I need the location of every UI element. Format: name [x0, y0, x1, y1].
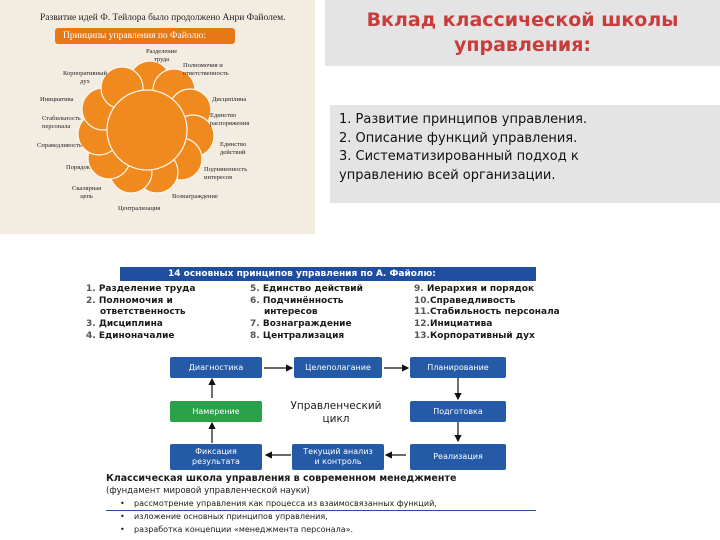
fayol-label-subordination: Подчиненность интересов [204, 166, 248, 181]
fayol-label-authority: Полномочия и ответственность [183, 62, 229, 77]
box-realization: Реализация [410, 444, 506, 470]
classic-item: • разработка концепции «менеджмента персонала». [120, 525, 354, 534]
box-preparation: Подготовка [410, 401, 506, 422]
classic-school-title: Классическая школа управления в современном менеджменте [106, 473, 457, 484]
fayol-label-unity-action: Единство действий [220, 141, 247, 156]
fayol-label-corporate: Корпоративный дух [63, 70, 107, 85]
fayol-intro-text: Развитие идей Ф. Тейлора было продолжено Анри Файолем. [40, 13, 286, 23]
principles-column-1: 1. Разделение труда 2. Полномочия и ответственность 3. Дисциплина 4. Единоначалие [86, 284, 196, 341]
box-intention: Намерение [170, 401, 262, 422]
list-item: 2. Описание функций управления. [339, 130, 578, 146]
principles-column-3: 9. Иерархия и порядок 10.Справедливость 11.Стабильность персонала 12.Инициатива 13.Корпоративный дух [414, 284, 560, 341]
list-item: управлению всей организации. [339, 167, 556, 183]
list-item: 3. Систематизированный подход к [339, 149, 579, 164]
fayol-label-initiative: Инициатива [40, 96, 74, 103]
list-item: 1. Развитие принципов управления. [339, 112, 588, 127]
classic-item: • рассмотрение управления как процесса из взаимосвязанных функций, [120, 499, 437, 508]
fayol-label-remuneration: Вознаграждение [172, 193, 218, 200]
principles-column-2: 5. Единство действий 6. Подчинённость интересов 7. Вознаграждение 8. Централизация [250, 284, 363, 341]
box-fixation: Фиксация результата [170, 444, 262, 470]
fayol-label-centralization: Централизация [118, 205, 161, 212]
box-diagnostics: Диагностика [170, 357, 262, 378]
divider-line [106, 510, 536, 511]
fayol-label-order: Порядок [66, 164, 90, 171]
fayol-label-unity-command: Единство распоряжения [210, 112, 250, 127]
slide-title: Вклад классической школы управления: [366, 9, 679, 56]
fayol-label-scalar: Скалярная цепь [72, 185, 102, 200]
fayol-principles-figure [0, 0, 315, 234]
management-cycle-figure [78, 265, 582, 540]
fayol-label-equity: Справедливость [37, 142, 82, 149]
box-goal-setting: Целеполагание [294, 357, 382, 378]
fayol-label-stability: Стабильность персонала [42, 115, 81, 130]
contribution-list [330, 105, 720, 203]
fayol-label-division: Разделение труда [146, 48, 178, 63]
cycle-center-label: Управленческий цикл [290, 400, 382, 425]
box-planning: Планирование [410, 357, 506, 378]
box-monitoring: Текущий анализ и контроль [292, 444, 384, 470]
classic-school-subtitle: (фундамент мировой управленческой науки) [106, 486, 310, 496]
fayol-banner: Принципы управления по Файолю: [55, 28, 235, 44]
slide-title-box [325, 0, 720, 66]
fayol-label-discipline: Дисциплина [212, 96, 247, 103]
classic-item: • изложение основных принципов управления, [120, 512, 328, 521]
principles-header: 14 основных принципов управления по А. Файолю: [120, 267, 536, 281]
